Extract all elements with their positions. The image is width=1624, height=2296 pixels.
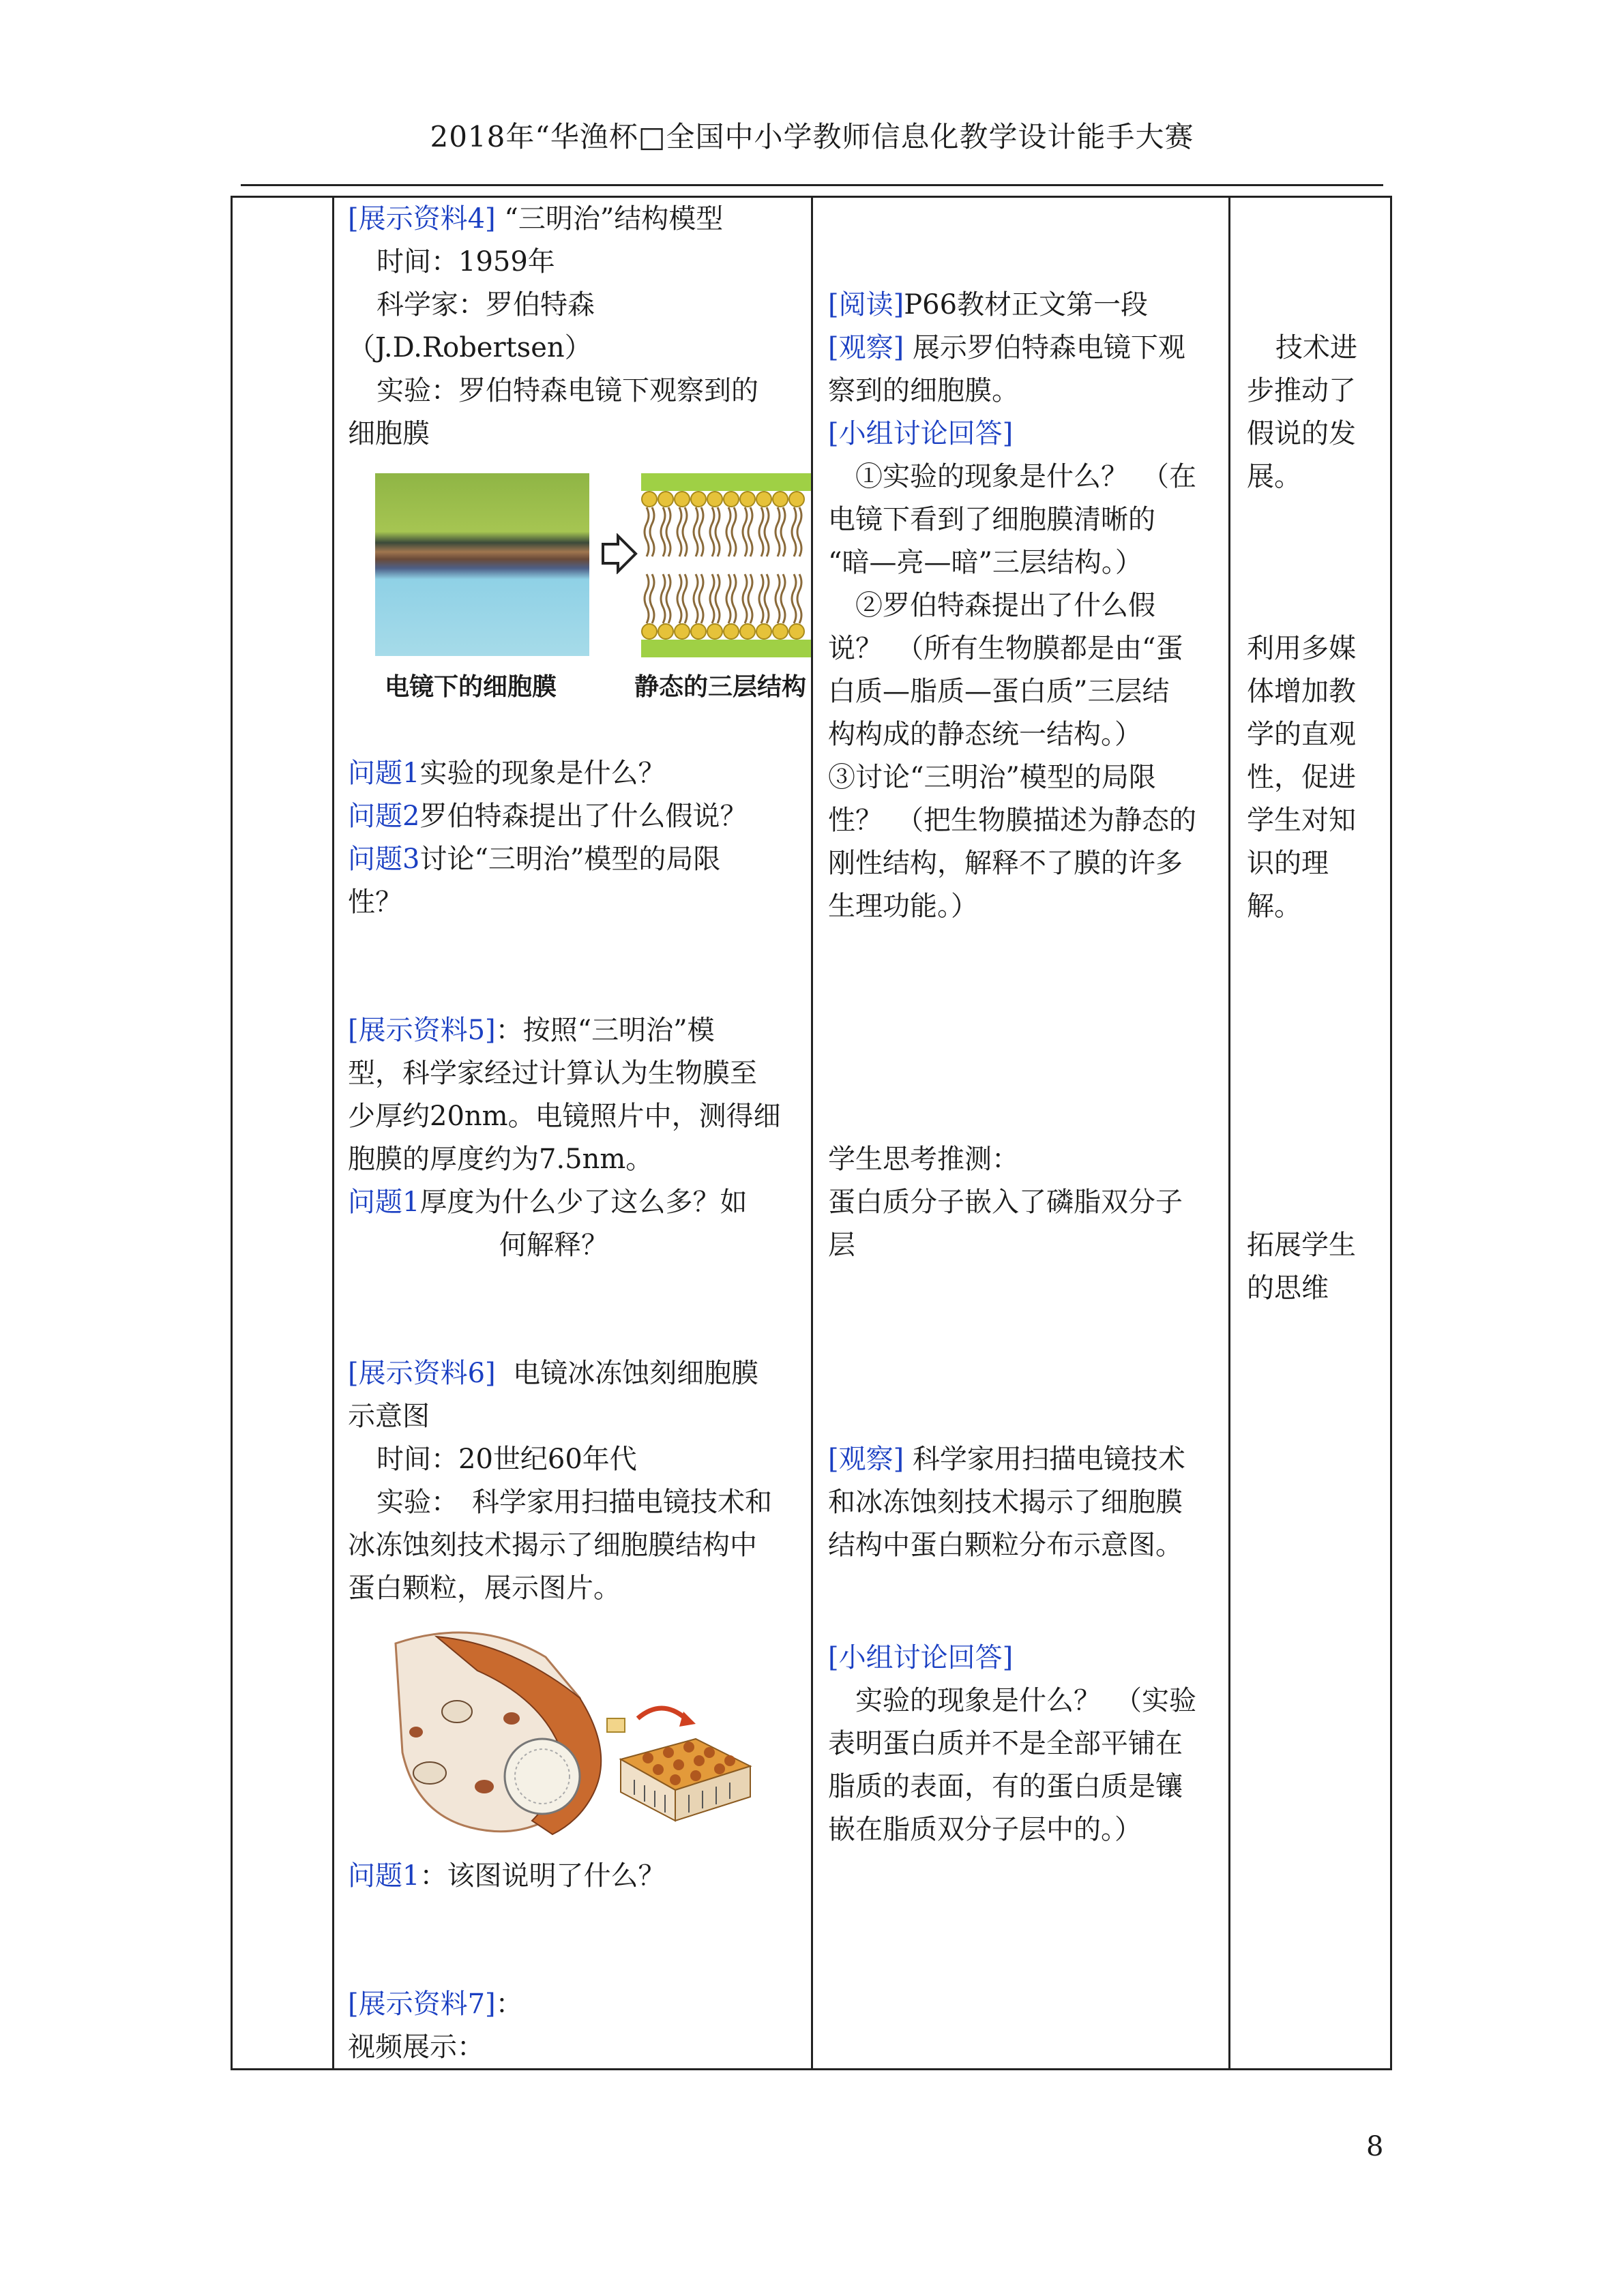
static-bilayer-diagram <box>641 473 811 657</box>
observe-line-cont: 察到的细胞膜。 <box>828 375 1019 406</box>
material-6-heading: [展示资料6] 电镜冰冻蚀刻细胞膜 <box>348 1358 759 1389</box>
intent-2-line-1: 利用多媒 <box>1247 633 1356 664</box>
question-2: 问题2罗伯特森提出了什么假说？ <box>348 801 748 832</box>
material-4-time: 时间：1959年 <box>377 246 555 278</box>
group-discussion-label: [小组讨论回答] <box>828 418 1014 449</box>
student-activity-column <box>813 198 1228 2068</box>
answer-1-line-3: “暗—亮—暗”三层结构。） <box>828 547 1142 578</box>
material-6-experiment: 实验： 科学家用扫描电镜技术和 <box>377 1487 772 1518</box>
intent-1-line-1: 技术进 <box>1275 332 1357 363</box>
answer-2-line-4: 构构成的静态统一结构。） <box>828 719 1142 750</box>
observe-2-line-3: 结构中蛋白颗粒分布示意图。 <box>828 1530 1183 1561</box>
material-6-time: 时间：20世纪60年代 <box>377 1444 637 1475</box>
question-1: 问题1实验的现象是什么？ <box>348 758 666 789</box>
bilayer-svg <box>641 473 811 657</box>
intent-2-line-7: 解。 <box>1247 891 1301 922</box>
material-5-line-2: 型，科学家经过计算认为生物膜至 <box>348 1058 757 1089</box>
student-think-line-1: 学生思考推测： <box>828 1144 1019 1175</box>
answer-3-line-2: 性？ （把生物膜描述为静态的 <box>828 805 1196 836</box>
material-6-title-cont: 示意图 <box>348 1401 430 1432</box>
figure-label-em: 电镜下的细胞膜 <box>385 673 557 701</box>
material-6-experiment-end: 蛋白颗粒，展示图片。 <box>348 1572 621 1604</box>
answer-b-line-2: 表明蛋白质并不是全部平铺在 <box>828 1728 1183 1759</box>
answer-b-line-3: 脂质的表面，有的蛋白质是镶 <box>828 1771 1183 1802</box>
answer-b-line-4: 嵌在脂质双分子层中的。） <box>828 1814 1142 1845</box>
intent-2-line-6: 识的理 <box>1247 848 1329 879</box>
intent-2-line-4: 性，促进 <box>1247 762 1356 793</box>
answer-2-line-1: ②罗伯特森提出了什么假 <box>855 590 1155 621</box>
student-think-line-2: 蛋白质分子嵌入了磷脂双分子 <box>828 1187 1183 1218</box>
page-header: 2018年“华渔杯□全国中小学教师信息化教学设计能手大赛 <box>430 120 1194 153</box>
answer-1-line-2: 电镜下看到了细胞膜清晰的 <box>828 504 1155 535</box>
read-line: [阅读]P66教材正文第一段 <box>828 289 1149 320</box>
right-arrow-icon <box>600 533 638 574</box>
intent-2-line-5: 学生对知 <box>1247 805 1356 836</box>
answer-3-line-3: 刚性结构，解释不了膜的许多 <box>828 848 1183 879</box>
lesson-table <box>231 196 1392 2070</box>
material-4-experiment: 实验：罗伯特森电镜下观察到的 <box>377 375 758 406</box>
intent-1-line-4: 展。 <box>1247 461 1301 492</box>
intent-3-line-2: 的思维 <box>1247 1272 1329 1304</box>
material-5-heading: [展示资料5]：按照“三明治”模 <box>348 1015 715 1046</box>
answer-2-line-3: 白质—脂质—蛋白质”三层结 <box>828 676 1170 707</box>
answer-1-line-1: ①实验的现象是什么？ （在 <box>855 461 1196 492</box>
freeze-fracture-figure <box>375 1616 757 1848</box>
answer-b-line-1: 实验的现象是什么？ （实验 <box>855 1685 1196 1716</box>
material-6-experiment-cont: 冰冻蚀刻技术揭示了细胞膜结构中 <box>348 1530 757 1561</box>
intent-2-line-2: 体增加教 <box>1247 676 1356 707</box>
em-membrane-photo <box>375 473 589 656</box>
observe-line: [观察] 展示罗伯特森电镜下观 <box>828 332 1185 363</box>
intent-2-line-3: 学的直观 <box>1247 719 1356 750</box>
question-3: 问题3讨论“三明治”模型的局限 <box>348 844 721 875</box>
observe-2-line-1: [观察] 科学家用扫描电镜技术 <box>828 1444 1185 1475</box>
material-6-question: 问题1：该图说明了什么？ <box>348 1860 666 1892</box>
figure-label-static: 静态的三层结构 <box>634 673 807 701</box>
material-4-heading: [展示资料4] “三明治”结构模型 <box>348 203 724 235</box>
material-5-line-4: 胞膜的厚度约为7.5nm。 <box>348 1144 653 1175</box>
observe-2-line-2: 和冰冻蚀刻技术揭示了细胞膜 <box>828 1487 1183 1518</box>
answer-2-line-2: 说？ （所有生物膜都是由“蛋 <box>828 633 1183 664</box>
material-4-experiment-cont: 细胞膜 <box>348 418 430 449</box>
material-7-heading: [展示资料7]： <box>348 1988 523 2020</box>
intent-1-line-2: 步推动了 <box>1247 375 1356 406</box>
material-5-line-3: 少厚约20nm。电镜照片中，测得细 <box>348 1101 781 1132</box>
teacher-activity-column <box>334 198 811 2068</box>
material-7-video: 视频展示： <box>348 2031 484 2063</box>
material-4-scientist-en: （J.D.Robertsen） <box>348 332 592 363</box>
intent-1-line-3: 假说的发 <box>1247 418 1356 449</box>
answer-3-line-1: ③讨论“三明治”模型的局限 <box>828 762 1156 793</box>
design-intent-column <box>1230 198 1390 2068</box>
material-5-question-cont: 何解释？ <box>499 1229 608 1261</box>
intent-3-line-1: 拓展学生 <box>1247 1229 1356 1261</box>
membrane-em-figure <box>375 473 811 705</box>
page-number: 8 <box>1366 2131 1384 2162</box>
student-think-line-3: 层 <box>828 1229 855 1261</box>
question-3-cont: 性？ <box>348 886 402 918</box>
header-rule <box>241 184 1383 186</box>
group-discussion-2-label: [小组讨论回答] <box>828 1642 1014 1673</box>
material-4-scientist: 科学家：罗伯特森 <box>377 289 595 320</box>
freeze-fracture-svg <box>375 1616 757 1848</box>
material-5-question: 问题1厚度为什么少了这么多？如 <box>348 1187 748 1218</box>
answer-3-line-4: 生理功能。） <box>828 891 978 922</box>
